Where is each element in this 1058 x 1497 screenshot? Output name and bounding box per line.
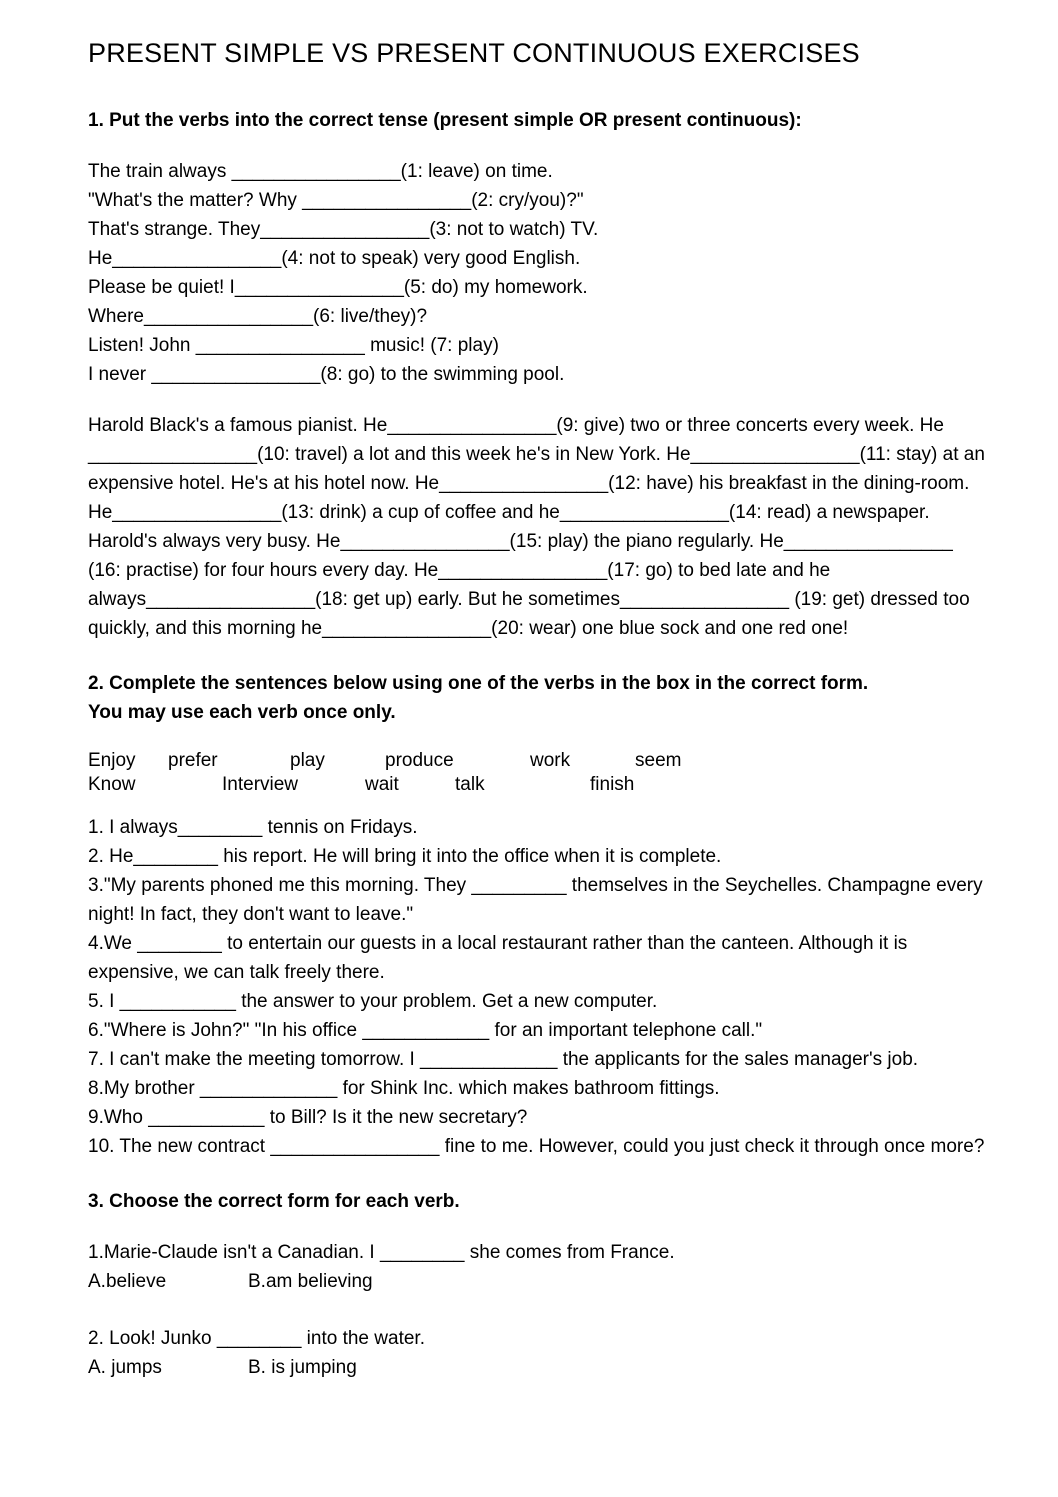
sentence-item-6: 6."Where is John?" "In his office ____________ for an important telephone call." (88, 1020, 763, 1041)
choice-question-2-options (88, 1353, 985, 1382)
choice-question-1-options (88, 1267, 985, 1296)
sentence-item-2: 2. He________ his report. He will bring it into the office when it is complete. (88, 846, 722, 867)
fill-in-line-4: He________________(4: not to speak) very good English. (88, 248, 581, 269)
sentence-item-8: 8.My brother _____________ for Shink Inc. which makes bathroom fittings. (88, 1078, 720, 1099)
fill-in-line-1: The train always ________________(1: leave) on time. (88, 161, 553, 182)
verb-word: produce (385, 750, 454, 771)
option-b: B.am believing (248, 1271, 373, 1292)
verb-word: Enjoy (88, 750, 136, 771)
choice-question-1: 1.Marie-Claude isn't a Canadian. I ________ she comes from France. (88, 1242, 675, 1263)
verb-box (88, 749, 985, 797)
sentence-item-10: 10. The new contract ________________ fine to me. However, could you just check it through once more? (88, 1136, 985, 1157)
verb-word: finish (590, 774, 635, 795)
choice-question-2: 2. Look! Junko ________ into the water. (88, 1328, 425, 1349)
section-1 (88, 106, 985, 643)
section2-heading-line-2: You may use each verb once only. (88, 702, 396, 723)
page-title: PRESENT SIMPLE VS PRESENT CONTINUOUS EXERCISES (88, 38, 860, 68)
verb-box-row-2 (88, 773, 985, 797)
section1-heading: 1. Put the verbs into the correct tense (present simple OR present continuous): (88, 110, 802, 131)
fill-in-line-2: "What's the matter? Why ________________(2: cry/you)?" (88, 190, 584, 211)
option-a: A. jumps (88, 1357, 162, 1378)
option-a: A.believe (88, 1271, 167, 1292)
section3-heading: 3. Choose the correct form for each verb. (88, 1191, 460, 1212)
section1-paragraph: Harold Black's a famous pianist. He________________(9: give) two or three concerts every week. He ________________(10: travel) a lot and this week he's in New York. He________________(11: stay) at an expensive hotel. He's at his hotel now. He________________(12: have) his breakfast in the dining-room. He________________(13: drink) a cup of coffee and he________________(14: read) a newspaper. Harold's always very busy. He________________(15: play) the piano regularly. He________________ (16: practise) for four hours every day. He________________(17: go) to bed late and he always________________(18: get up) early. But he sometimes________________ (19: get) dressed too quickly, and this morning he________________(20: wear) one blue sock and one red one! (88, 415, 985, 639)
section1-fill-in-lines (88, 157, 985, 389)
verb-word: work (530, 750, 571, 771)
fill-in-line-3: That's strange. They________________(3: not to watch) TV. (88, 219, 599, 240)
verb-box-row-1 (88, 749, 985, 773)
section2-heading-line-1: 2. Complete the sentences below using one of the verbs in the box in the correct form. (88, 673, 869, 694)
sentence-item-7: 7. I can't make the meeting tomorrow. I _____________ the applicants for the sales manager's job. (88, 1049, 919, 1070)
fill-in-line-8: I never ________________(8: go) to the swimming pool. (88, 364, 565, 385)
sentence-item-9: 9.Who ___________ to Bill? Is it the new secretary? (88, 1107, 528, 1128)
verb-word: wait (365, 774, 399, 795)
sentence-item-4: 4.We ________ to entertain our guests in a local restaurant rather than the canteen. Although it is expensive, we can talk freely there. (88, 933, 908, 983)
fill-in-line-6: Where________________(6: live/they)? (88, 306, 428, 327)
verb-word: seem (635, 750, 682, 771)
option-b: B. is jumping (248, 1357, 357, 1378)
verb-word: Interview (222, 774, 299, 795)
section-2 (88, 669, 985, 1161)
sentence-item-3: 3."My parents phoned me this morning. They _________ themselves in the Seychelles. Champagne every night! In fact, they don't want to leave." (88, 875, 983, 925)
verb-word: play (290, 750, 325, 771)
section2-heading (88, 669, 985, 727)
fill-in-line-7: Listen! John ________________ music! (7: play) (88, 335, 499, 356)
verb-word: talk (455, 774, 485, 795)
section2-sentences (88, 813, 985, 1161)
verb-word: prefer (168, 750, 218, 771)
sentence-item-5: 5. I ___________ the answer to your problem. Get a new computer. (88, 991, 658, 1012)
verb-word: Know (88, 774, 136, 795)
section-3 (88, 1187, 985, 1382)
fill-in-line-5: Please be quiet! I________________(5: do) my homework. (88, 277, 588, 298)
sentence-item-1: 1. I always________ tennis on Fridays. (88, 817, 418, 838)
